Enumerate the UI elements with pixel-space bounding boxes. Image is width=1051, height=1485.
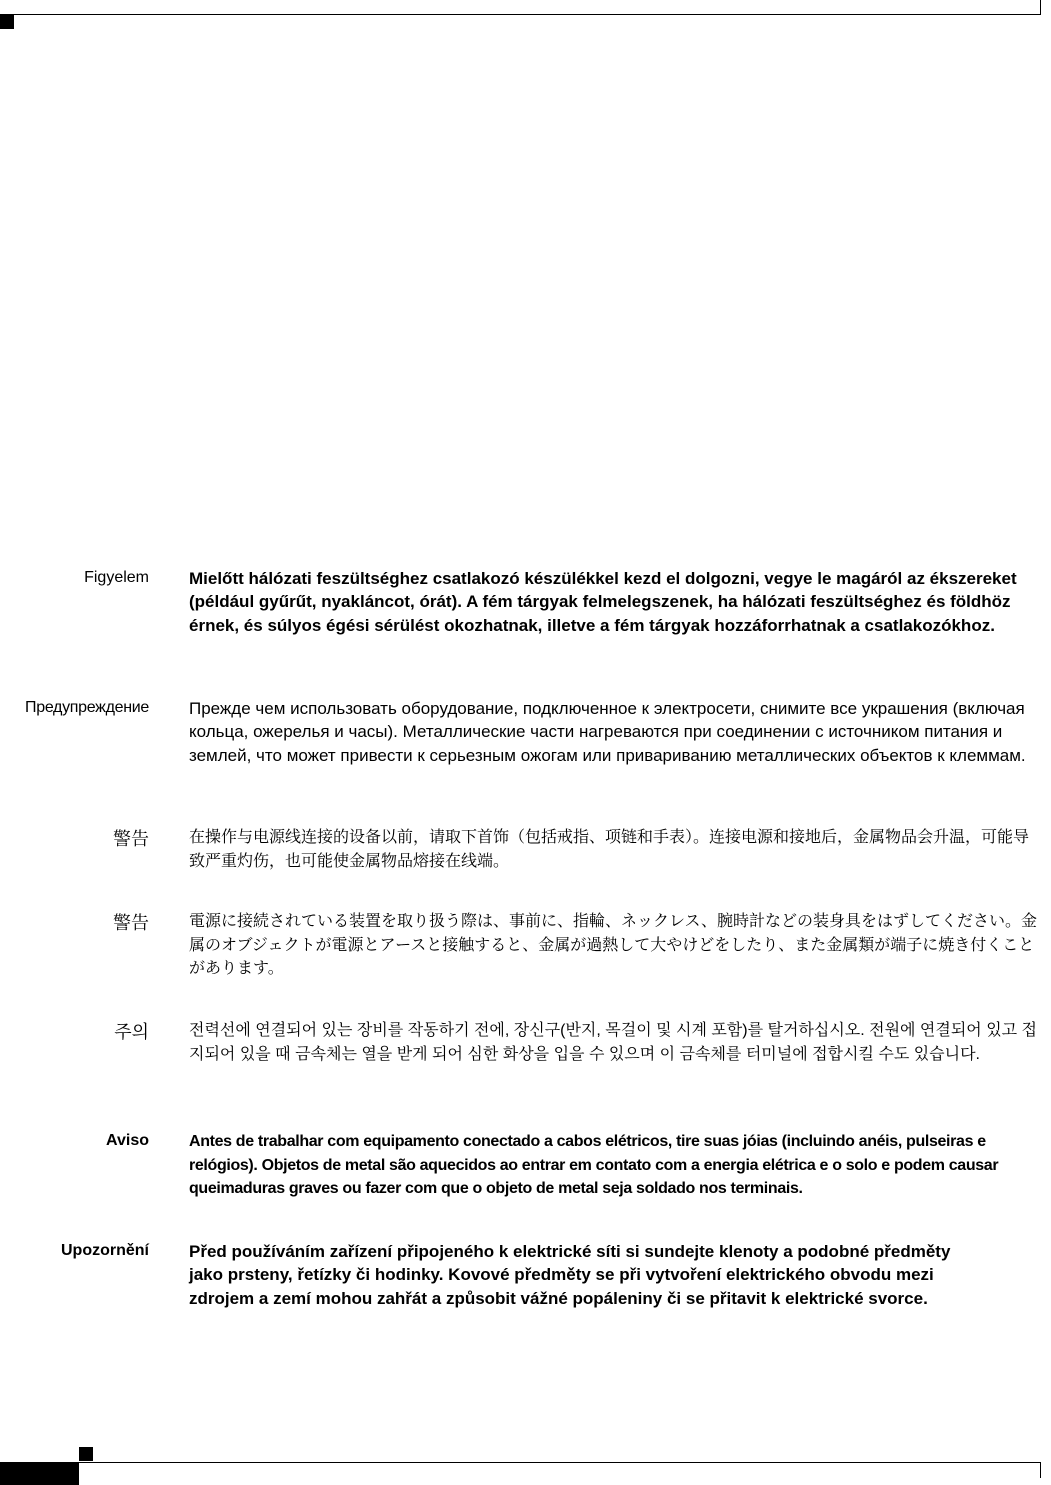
warning-text: Прежде чем использовать оборудование, подключенное к электросети, снимите все украшения (включая кольца, ожерелья и часы). Металлические части нагреваются при соединении с источником питания и землей, что может привести к серьезным ожогам или привариванию металлических объектов к клеммам. [189, 699, 1026, 765]
header-rule [0, 14, 1040, 15]
warning-label: Figyelem [84, 569, 149, 586]
footer-marker-block [79, 1447, 93, 1461]
warning-text: Antes de trabalhar com equipamento conectado a cabos elétricos, tire suas jóias (incluindo anéis, pulseiras e relógios). Objetos de metal são aquecidos ao entrar em contato com a energia elétrica e o solo e podem causar queimaduras graves ou fazer com que o objeto de metal seja soldado nos terminais. [189, 1133, 999, 1197]
warning-text: Před používáním zařízení připojeného k elektrické síti si sundejte klenoty a podobné předměty jako prsteny, řetízky či hodinky. Kovové předměty se při vytvoření elektrického obvodu mezi zdrojem a zemí mohou zahřát a způsobit vážné popáleniny či se přitavit k elektrické svorce. [189, 1242, 951, 1308]
warning-label: Предупреждение [25, 699, 149, 716]
header-marker-block [0, 15, 14, 29]
footer-rule [0, 1462, 1040, 1463]
footer-page-tab [0, 1463, 79, 1485]
warning-label: 警告 [113, 829, 149, 849]
warning-text: 在操作与电源线连接的设备以前，请取下首饰（包括戒指、项链和手表）。连接电源和接地后，金属物品会升温，可能导致严重灼伤，也可能使金属物品熔接在线端。 [189, 829, 1030, 870]
warning-label: Upozornění [61, 1242, 149, 1259]
footer-corner-tick [1040, 1462, 1041, 1478]
warning-text: Mielőtt hálózati feszültséghez csatlakozó készülékkel kezd el dolgozni, vegye le magáról az ékszereket (például gyűrűt, nyakláncot, órát). A fém tárgyak felmelegszenek, ha hálózati feszültséghez és földhöz érnek, és súlyos égési sérülést okozhatnak, illetve a fém tárgyak hozzáforrhatnak a csatlakozókhoz. [189, 569, 1017, 635]
warning-text: 전력선에 연결되어 있는 장비를 작동하기 전에, 장신구(반지, 목걸이 및 시계 포함)를 탈거하십시오. 전원에 연결되어 있고 접지되어 있을 때 금속체는 열을 받게 되어 심한 화상을 입을 수 있으며 이 금속체를 터미널에 접합시킬 수도 있습니다. [189, 1022, 1038, 1063]
warning-label: Aviso [106, 1132, 149, 1149]
header-corner-tick [1040, 0, 1041, 15]
warning-text: 電源に接続されている装置を取り扱う際は、事前に、指輪、ネックレス、腕時計などの装身具をはずしてください。金属のオブジェクトが電源とアースと接触すると、金属が過熱して大やけどをしたり、また金属類が端子に焼き付くことがあります。 [189, 913, 1038, 977]
warning-label: 주의 [114, 1022, 149, 1042]
warning-label: 警告 [113, 913, 149, 933]
